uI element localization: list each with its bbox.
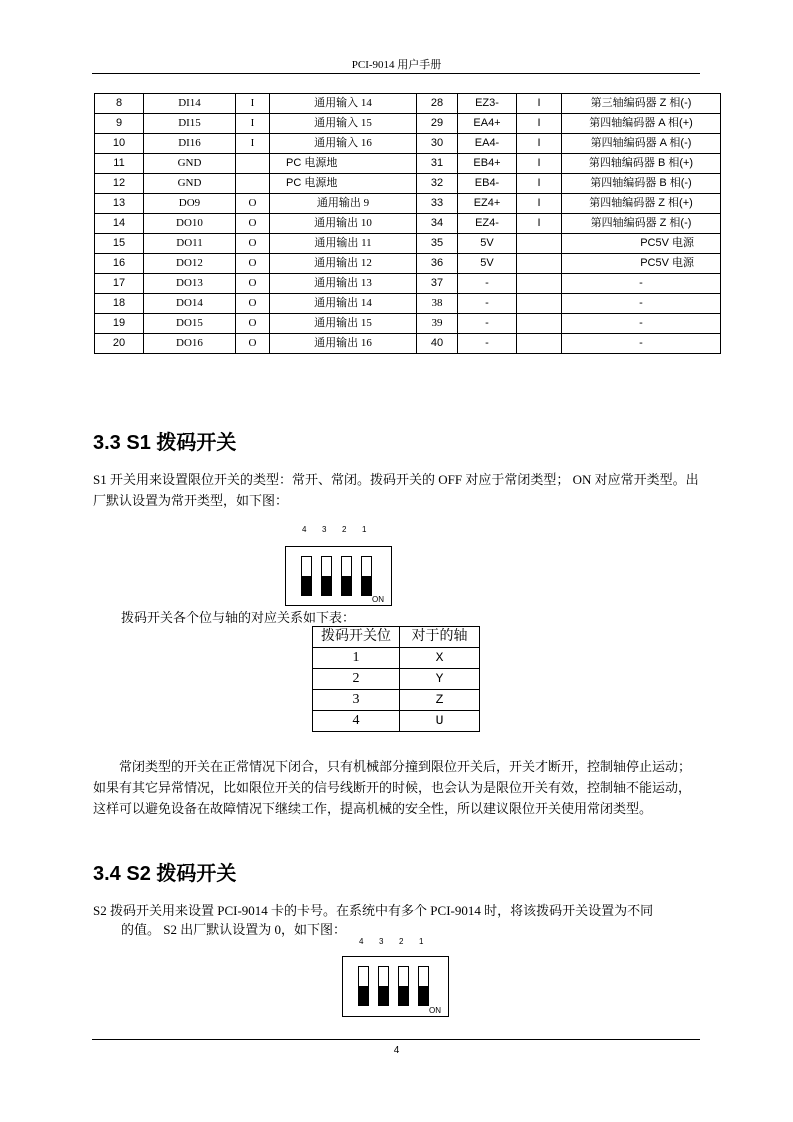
- pin-number: 36: [417, 254, 458, 274]
- table-row: [95, 214, 721, 234]
- direction: O: [236, 234, 270, 254]
- description: PC5V 电源: [562, 254, 721, 274]
- s1-switch-3: [321, 556, 332, 596]
- description: 第四轴编码器 A 相(-): [562, 134, 721, 154]
- pin-number: 32: [417, 174, 458, 194]
- signal-name: -: [458, 274, 517, 294]
- description: PC5V 电源: [562, 234, 721, 254]
- signal-name: EB4-: [458, 174, 517, 194]
- table-row: [95, 134, 721, 154]
- description: 第四轴编码器 B 相(-): [562, 174, 721, 194]
- s2-dip-label: 4: [359, 937, 364, 946]
- signal-name: DO10: [144, 214, 236, 234]
- s2-switch-4: [358, 966, 369, 1006]
- table-row: [313, 711, 480, 732]
- description: 通用输出 10: [270, 214, 417, 234]
- s2-dip-label: 3: [379, 937, 384, 946]
- signal-name: 5V: [458, 254, 517, 274]
- axis-name: Y: [400, 669, 480, 690]
- direction: [517, 334, 562, 354]
- switch-bit: 1: [313, 648, 400, 669]
- s1-switch-1: [361, 556, 372, 596]
- description: 通用输出 9: [270, 194, 417, 214]
- axis-table-caption: 拨码开关各个位与轴的对应关系如下表：: [121, 610, 356, 625]
- direction: O: [236, 254, 270, 274]
- pin-number: 19: [95, 314, 144, 334]
- pin-number: 20: [95, 334, 144, 354]
- signal-name: 5V: [458, 234, 517, 254]
- description: 通用输出 12: [270, 254, 417, 274]
- description: 第三轴编码器 Z 相(-): [562, 94, 721, 114]
- pin-number: 11: [95, 154, 144, 174]
- signal-name: DI16: [144, 134, 236, 154]
- axis-name: U: [400, 711, 480, 732]
- direction: I: [236, 94, 270, 114]
- pin-number: 17: [95, 274, 144, 294]
- s2-switch-1: [418, 966, 429, 1006]
- pin-number: 9: [95, 114, 144, 134]
- s1-switch-4: [301, 556, 312, 596]
- pin-number: 28: [417, 94, 458, 114]
- description: PC 电源地: [270, 154, 417, 174]
- direction: I: [517, 214, 562, 234]
- s1-dip-label: 2: [342, 525, 347, 534]
- pin-table: [94, 93, 721, 354]
- description: 通用输入 15: [270, 114, 417, 134]
- pin-number: 12: [95, 174, 144, 194]
- table-row: [95, 294, 721, 314]
- pin-number: 13: [95, 194, 144, 214]
- signal-name: DO14: [144, 294, 236, 314]
- s2-switch-2: [398, 966, 409, 1006]
- direction: I: [517, 174, 562, 194]
- description: 通用输入 16: [270, 134, 417, 154]
- signal-name: -: [458, 294, 517, 314]
- pin-table-body: [95, 94, 721, 354]
- s1-dip-switch-diagram: [285, 525, 395, 607]
- signal-name: DO11: [144, 234, 236, 254]
- pin-number: 10: [95, 134, 144, 154]
- description: 通用输出 11: [270, 234, 417, 254]
- pin-number: 34: [417, 214, 458, 234]
- direction: [517, 314, 562, 334]
- signal-name: EA4+: [458, 114, 517, 134]
- direction: [517, 294, 562, 314]
- pin-number: 16: [95, 254, 144, 274]
- s1-dip-label: 4: [302, 525, 307, 534]
- footer-rule: [92, 1039, 700, 1040]
- s2-dip-label: 1: [419, 937, 424, 946]
- direction: [236, 174, 270, 194]
- pin-number: 37: [417, 274, 458, 294]
- direction: O: [236, 294, 270, 314]
- axis-name: X: [400, 648, 480, 669]
- direction: [517, 254, 562, 274]
- switch-bit: 2: [313, 669, 400, 690]
- table-row: [95, 334, 721, 354]
- section-heading-s2: 3.4 S2 拨码开关: [93, 863, 237, 885]
- table-row: [95, 274, 721, 294]
- pin-number: 8: [95, 94, 144, 114]
- description: 第四轴编码器 A 相(+): [562, 114, 721, 134]
- signal-name: DI15: [144, 114, 236, 134]
- description: PC 电源地: [270, 174, 417, 194]
- normally-closed-note: 常闭类型的开关在正常情况下闭合，只有机械部分撞到限位开关后，开关才断开，控制轴停止运动；如果有其它异常情况，比如限位开关的信号线断开的时候，也会认为是限位开关有效，控制轴不能运动，这样可以避免设备在故障情况下继续工作，提高机械的安全性，所以建议限位开关使用常闭类型。: [93, 759, 692, 816]
- axis-name: Z: [400, 690, 480, 711]
- table-row: [95, 314, 721, 334]
- table-row: [95, 234, 721, 254]
- pin-number: 14: [95, 214, 144, 234]
- signal-name: DO9: [144, 194, 236, 214]
- pin-number: 40: [417, 334, 458, 354]
- description: -: [562, 274, 721, 294]
- signal-name: GND: [144, 154, 236, 174]
- description: 第四轴编码器 Z 相(+): [562, 194, 721, 214]
- direction: I: [517, 114, 562, 134]
- s2-dip-label: 2: [399, 937, 404, 946]
- direction: I: [517, 194, 562, 214]
- table-row: [95, 174, 721, 194]
- s2-dip-housing: [342, 956, 449, 1017]
- signal-name: DO12: [144, 254, 236, 274]
- description: -: [562, 294, 721, 314]
- pin-number: 15: [95, 234, 144, 254]
- pin-number: 30: [417, 134, 458, 154]
- signal-name: DO13: [144, 274, 236, 294]
- table-row: [313, 648, 480, 669]
- signal-name: EA4-: [458, 134, 517, 154]
- axis-table-header: 拨码开关位: [313, 627, 400, 648]
- description: 通用输出 15: [270, 314, 417, 334]
- s2-description-line1: S2 拨码开关用来设置 PCI-9014 卡的卡号。在系统中有多个 PCI-9014 时，将该拨码开关设置为不同: [93, 903, 654, 918]
- page-header-title: PCI-9014 用户手册: [351, 59, 442, 71]
- axis-table-body: [313, 648, 480, 732]
- switch-bit: 4: [313, 711, 400, 732]
- section-heading-s1: 3.3 S1 拨码开关: [93, 432, 237, 454]
- table-row: [313, 669, 480, 690]
- page-number: 4: [393, 1045, 400, 1056]
- signal-name: DO16: [144, 334, 236, 354]
- s1-dip-label: 1: [362, 525, 367, 534]
- signal-name: DI14: [144, 94, 236, 114]
- direction: I: [236, 114, 270, 134]
- s1-dip-housing: [285, 546, 392, 606]
- s1-switch-2: [341, 556, 352, 596]
- description: 通用输入 14: [270, 94, 417, 114]
- description: 第四轴编码器 B 相(+): [562, 154, 721, 174]
- description: 通用输出 16: [270, 334, 417, 354]
- axis-table: [312, 626, 480, 732]
- direction: O: [236, 214, 270, 234]
- description: 通用输出 14: [270, 294, 417, 314]
- direction: O: [236, 314, 270, 334]
- description: -: [562, 334, 721, 354]
- description: 第四轴编码器 Z 相(-): [562, 214, 721, 234]
- table-row: [95, 154, 721, 174]
- pin-number: 39: [417, 314, 458, 334]
- direction: [236, 154, 270, 174]
- pin-number: 29: [417, 114, 458, 134]
- table-row: [95, 114, 721, 134]
- table-row: [313, 690, 480, 711]
- switch-bit: 3: [313, 690, 400, 711]
- direction: I: [517, 134, 562, 154]
- direction: [517, 274, 562, 294]
- direction: I: [236, 134, 270, 154]
- signal-name: DO15: [144, 314, 236, 334]
- s1-dip-label: 3: [322, 525, 327, 534]
- header-rule: [92, 73, 700, 74]
- table-row: [95, 254, 721, 274]
- signal-name: EB4+: [458, 154, 517, 174]
- pin-number: 35: [417, 234, 458, 254]
- table-row: [95, 94, 721, 114]
- description: 通用输出 13: [270, 274, 417, 294]
- signal-name: EZ3-: [458, 94, 517, 114]
- s2-on-label: ON: [429, 1006, 441, 1015]
- signal-name: -: [458, 334, 517, 354]
- signal-name: EZ4+: [458, 194, 517, 214]
- s2-dip-labels: [342, 937, 452, 947]
- signal-name: GND: [144, 174, 236, 194]
- signal-name: EZ4-: [458, 214, 517, 234]
- s1-dip-labels: [285, 525, 395, 535]
- s2-description-line2: 的值。 S2 出厂默认设置为 0，如下图：: [121, 922, 346, 937]
- direction: I: [517, 94, 562, 114]
- pin-number: 38: [417, 294, 458, 314]
- axis-table-header: 对于的轴: [400, 627, 480, 648]
- s2-dip-switch-diagram: [342, 937, 452, 1019]
- pin-number: 18: [95, 294, 144, 314]
- direction: O: [236, 194, 270, 214]
- s1-description: S1 开关用来设置限位开关的类型：常开、常闭。拨码开关的 OFF 对应于常闭类型； ON 对应常开类型。出厂默认设置为常开类型，如下图：: [93, 472, 699, 508]
- direction: I: [517, 154, 562, 174]
- direction: [517, 234, 562, 254]
- signal-name: -: [458, 314, 517, 334]
- pin-number: 33: [417, 194, 458, 214]
- s1-on-label: ON: [372, 595, 384, 604]
- table-row: [95, 194, 721, 214]
- s2-switch-3: [378, 966, 389, 1006]
- description: -: [562, 314, 721, 334]
- pin-number: 31: [417, 154, 458, 174]
- direction: O: [236, 334, 270, 354]
- direction: O: [236, 274, 270, 294]
